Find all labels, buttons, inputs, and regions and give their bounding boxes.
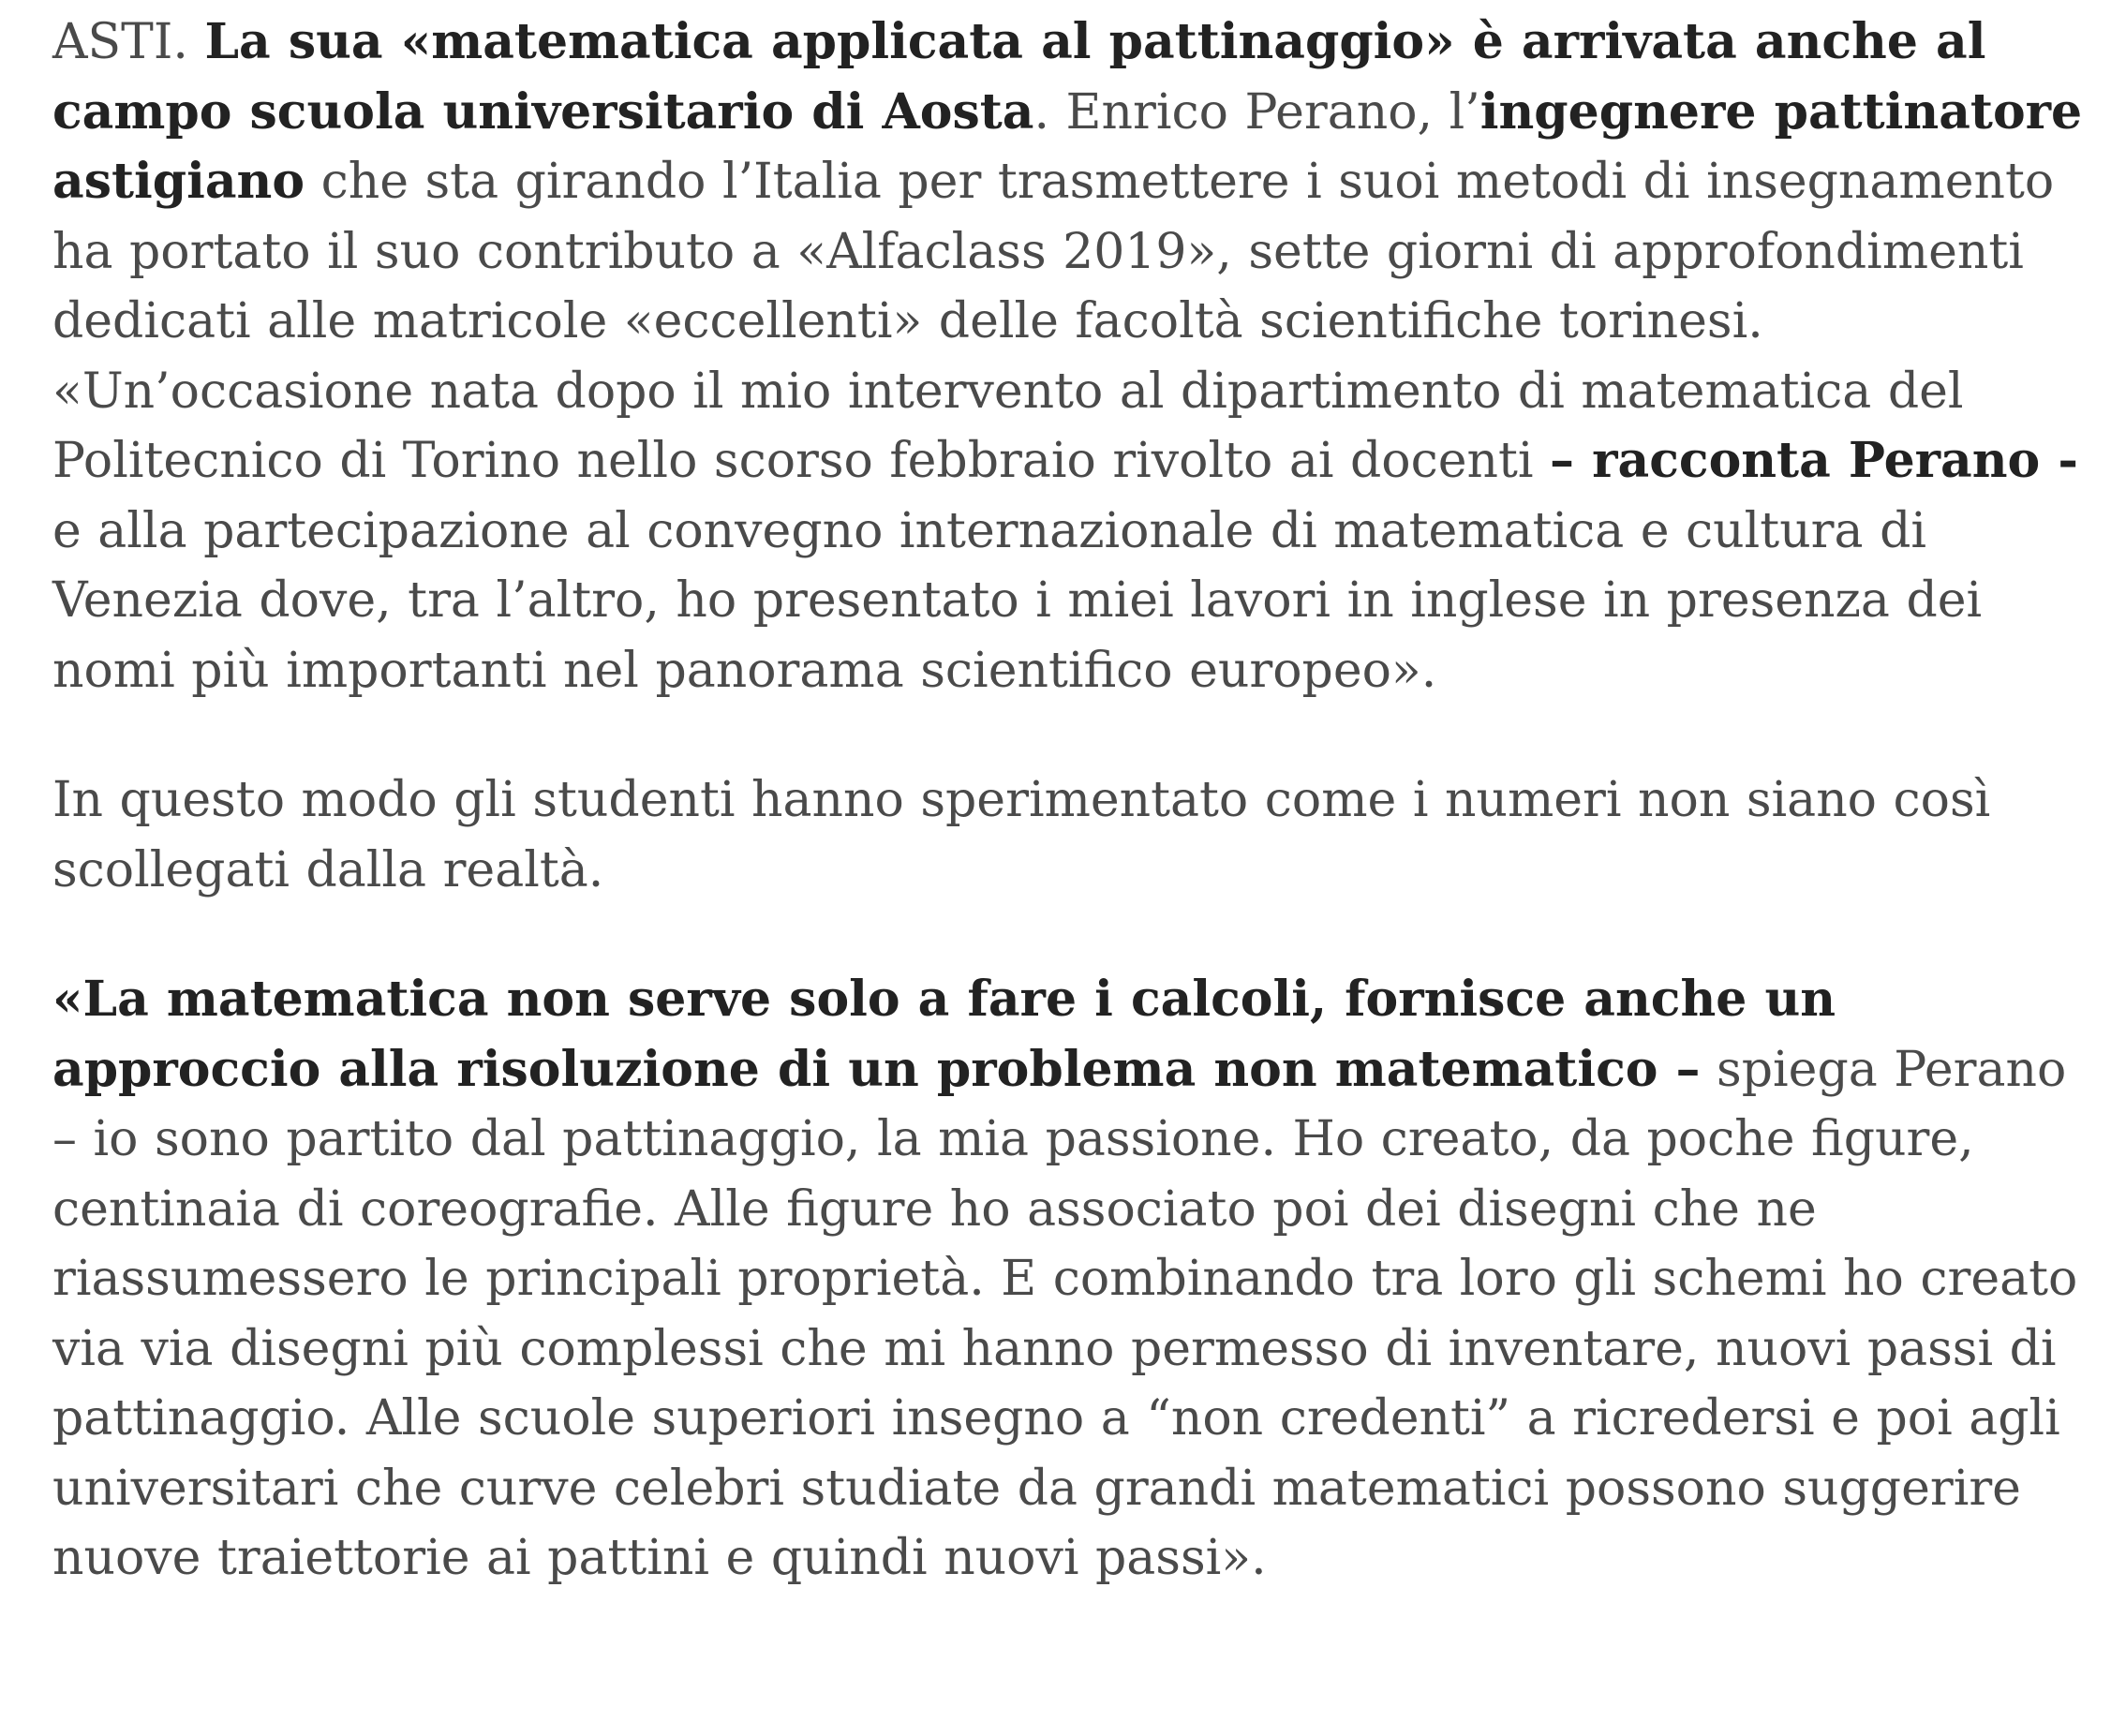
- paragraph-3-text: spiega Perano – io sono partito dal pattinaggio, la mia passione. Ho creato, da poche figure, centinaia di coreografie. Alle figure ho associato poi dei disegni che ne riassumessero le principali proprietà. E combinando tra loro gli schemi ho creato via via disegni più complessi che mi hanno permesso di inventare, nuovi passi di pattinaggio. Alle scuole superiori insegno a “non credenti” a ricredersi e poi agli universitari che curve celebri studiate da grandi matematici possono suggerire nuove traiettorie ai pattini e quindi nuovi passi».: [52, 1041, 2078, 1586]
- paragraph-2: [52, 765, 2088, 905]
- paragraph-1-text-3: e alla partecipazione al convegno internazionale di matematica e cultura di Venezia dove, tra l’altro, ho presentato i miei lavori in inglese in presenza dei nomi più importanti nel panorama scientifico europeo».: [52, 502, 1983, 699]
- highlight-racconta: – racconta Perano -: [1550, 432, 2078, 489]
- quote-bold-text: «La matematica non serve solo a fare i calcoli, fornisce anche un approccio alla risoluzione di un problema non matematico –: [52, 971, 1836, 1098]
- paragraph-2-text: In questo modo gli studenti hanno sperimentato come i numeri non siano così scollegati dalla realtà.: [52, 772, 1991, 898]
- dateline: ASTI.: [52, 14, 205, 70]
- paragraph-1-text-1: . Enrico Perano, l’: [1033, 83, 1480, 141]
- paragraph-1-text-2: che sta girando l’Italia per trasmettere i suoi metodi di insegnamento ha portato il suo contributo a «Alfaclass 2019», sette giorni di approfondimenti dedicati alle matricole «eccellenti» delle facoltà scientifiche torinesi. «Un’occasione nata dopo il mio intervento al dipartimento di matematica del Politecnico di Torino nello scorso febbraio rivolto ai docenti: [52, 154, 2055, 489]
- highlight-engineer: ingegnere pattinatore astigiano: [52, 82, 2083, 210]
- paragraph-3: [52, 965, 2088, 1594]
- lead-bold-text: La sua «matematica applicata al pattinaggio» è arrivata anche al campo scuola universitario di Aosta: [52, 13, 1986, 141]
- paragraph-1: [52, 7, 2088, 705]
- article-body: [52, 7, 2088, 1594]
